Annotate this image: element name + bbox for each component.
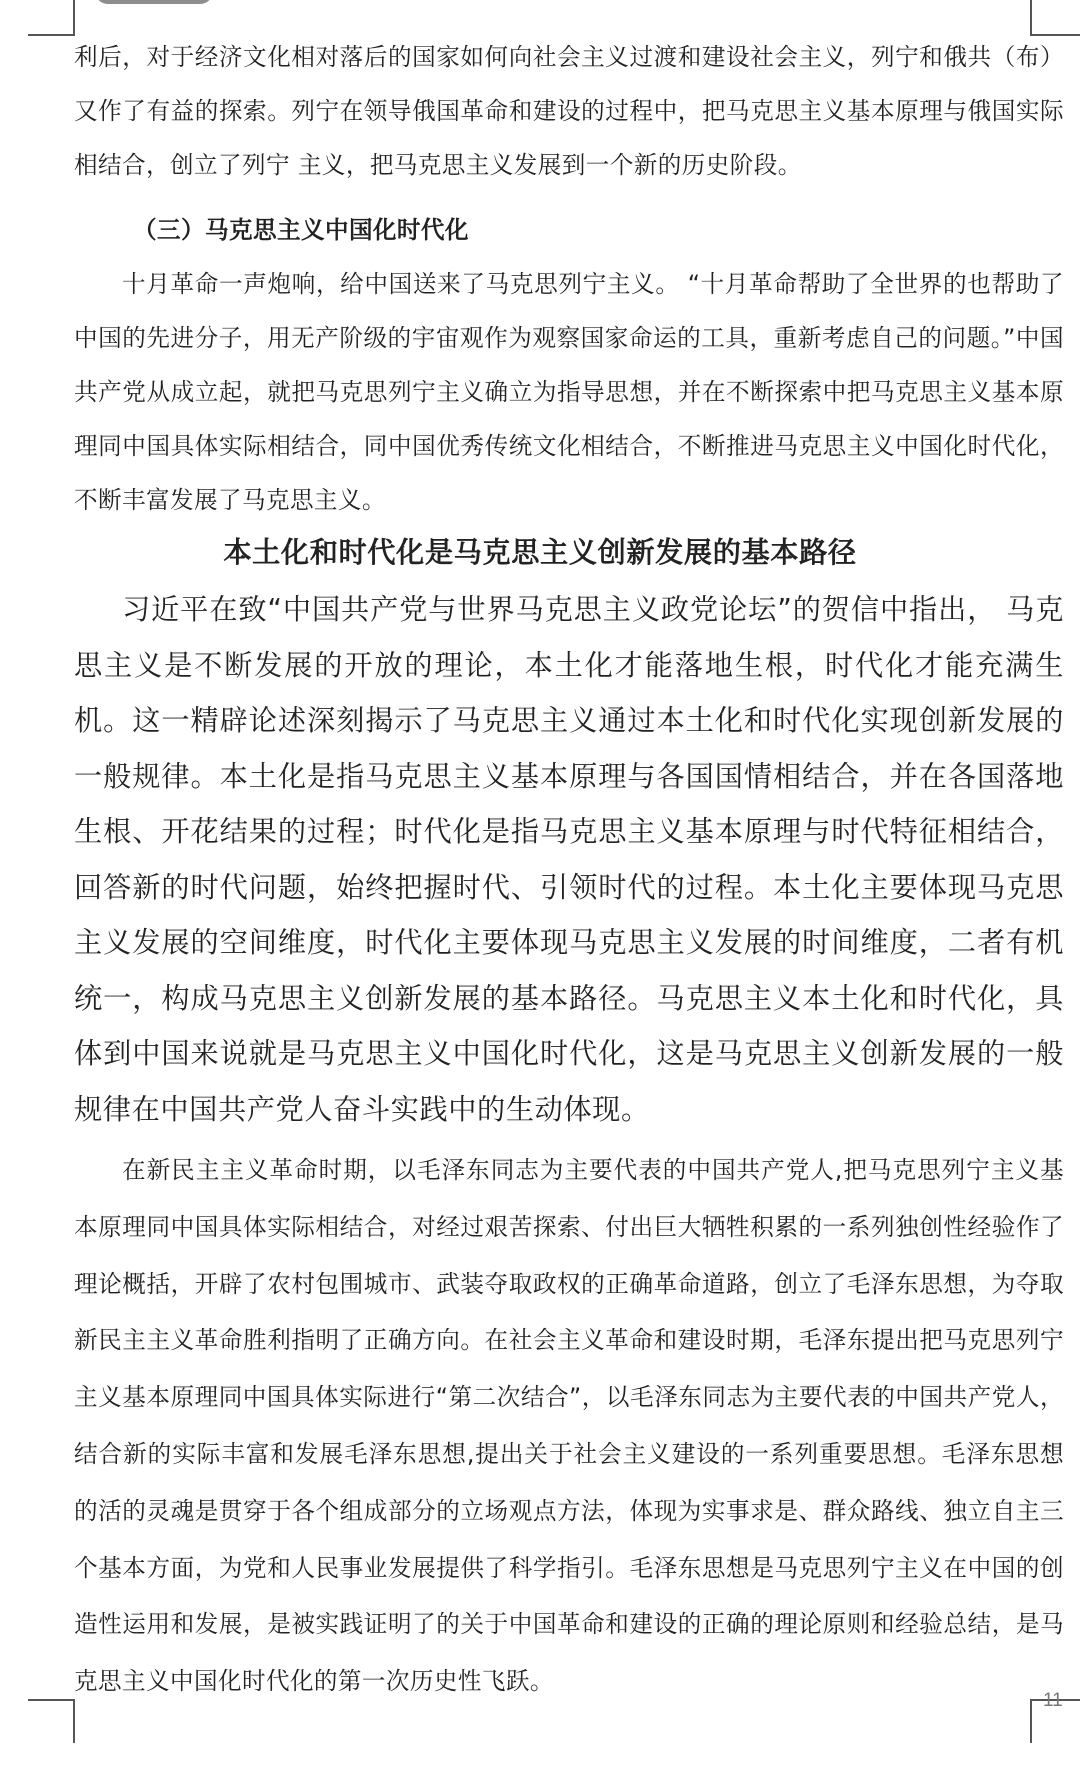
subtitle: 本土化和时代化是马克思主义创新发展的基本路径 [223, 536, 857, 569]
paragraph-mao-zedong-thought: 在新民主主义革命时期，以毛泽东同志为主要代表的中国共产党人,把马克思列宁主义基本原理同中国具体实际相结合，对经过艰苦探索、付出巨大牺牲积累的一系列独创性经验作了理论概括，开辟了农村包围城市、武装夺取政权的正确革命道路，创立了毛泽东思想，为夺取新民主主义革命胜利指明了正确方向。在社会主义革命和建设时期，毛泽东提出把马克思列宁主义基本原理同中国具体实际进行“第二次结合”，以毛泽东同志为主要代表的中国共产党人，结合新的实际丰富和发展毛泽东思想,提出关于社会主义建设的一系列重要思想。毛泽东思想的活的灵魂是贯穿于各个组成部分的立场观点方法，体现为实事求是、群众路线、独立自主三个基本方面，为党和人民事业发展提供了科学指引。毛泽东思想是马克思列宁主义在中国的创造性运用和发展，是被实践证明了的关于中国革命和建设的正确的理论原则和经验总结，是马克思主义中国化时代化的第一次历史性飞跃。 [74, 1156, 1064, 1696]
section-heading: （三）马克思主义中国化时代化 [133, 216, 469, 244]
crop-mark-bottom-left [28, 1699, 75, 1743]
paragraph-xi-letter: 习近平在致“中国共产党与世界马克思主义政党论坛”的贺信中指出， 马克思主义是不断发展的开放的理论，本土化才能落地生根，时代化才能充满生机。这一精辟论述深刻揭示了马克思主义通过本土化和时代化实现创新发展的一般规律。本土化是指马克思主义基本原理与各国国情相结合，并在各国落地生根、开花结果的过程；时代化是指马克思主义基本原理与时代特征相结合，回答新的时代问题，始终把握时代、引领时代的过程。本土化主要体现马克思主义发展的空间维度，时代化主要体现马克思主义发展的时间维度，二者有机统一，构成马克思主义创新发展的基本路径。马克思主义本土化和时代化，具体到中国来说就是马克思主义中国化时代化，这是马克思主义创新发展的一般规律在中国共产党人奋斗实践中的生动体现。 [74, 593, 1064, 1126]
page-number: 11 [1043, 1690, 1063, 1711]
paragraph-intro: 利后，对于经济文化相对落后的国家如何向社会主义过渡和建设社会主义，列宁和俄共（布）又作了有益的探索。列宁在领导俄国革命和建设的过程中，把马克思主义基本原理与俄国实际相结合，创立了列宁 主义，把马克思主义发展到一个新的历史阶段。 [74, 43, 1064, 179]
scroll-tab[interactable] [95, 0, 213, 4]
paragraph-october-revolution: 十月革命一声炮响，给中国送来了马克思列宁主义。 “十月革命帮助了全世界的也帮助了中国的先进分子，用无产阶级的宇宙观作为观察国家命运的工具，重新考虑自己的问题。”中国共产党从成立起，就把马克思列宁主义确立为指导思想，并在不断探索中把马克思主义基本原理同中国具体实际相结合，同中国优秀传统文化相结合，不断推进马克思主义中国化时代化，不断丰富发展了马克思主义。 [74, 270, 1064, 514]
crop-mark-top-left [28, 0, 75, 36]
